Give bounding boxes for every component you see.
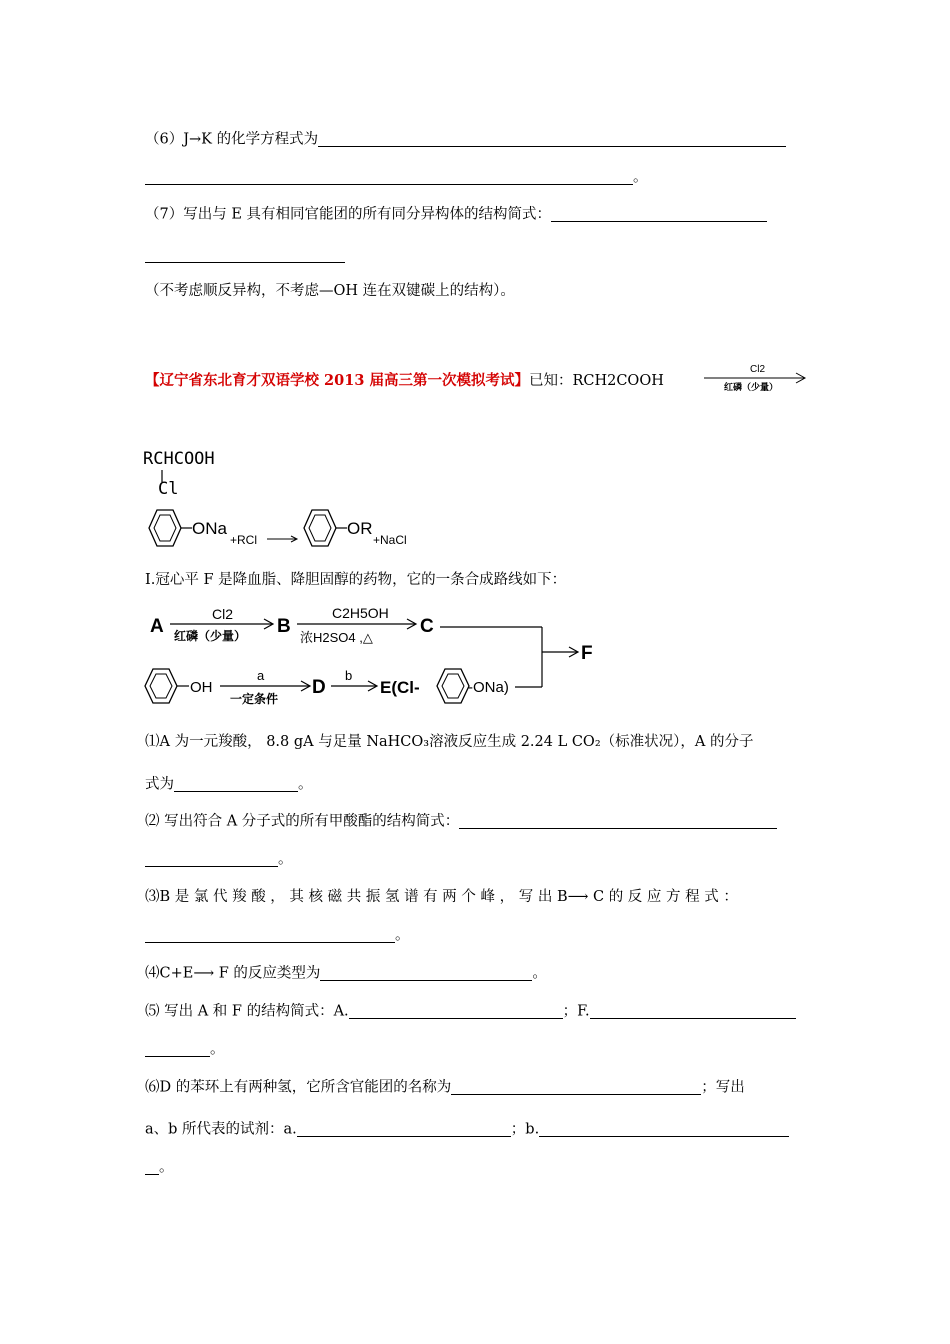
question-6: [145, 132, 786, 147]
part-2: [145, 814, 777, 829]
period: 。: [395, 927, 410, 944]
known-product-formula: RCHCOOH: [143, 449, 215, 469]
answer-blank[interactable]: [145, 170, 633, 185]
compound-b: B: [277, 616, 291, 637]
part-1-line2: [145, 777, 313, 792]
part-5: [145, 1004, 796, 1019]
part-6-mid: ；写出: [701, 1079, 745, 1096]
part-6: [145, 1080, 745, 1095]
answer-blank[interactable]: [145, 928, 395, 943]
question-7-note: （不考虑顺反异构，不考虑—OH 连在双键碳上的结构）。: [145, 283, 515, 299]
answer-blank[interactable]: [539, 1122, 789, 1137]
part-2-label: ⑵ 写出符合 A 分子式的所有甲酸酯的结构简式：: [145, 813, 460, 830]
period: 。: [278, 851, 293, 868]
part-5-f-label: ；F.: [562, 1003, 590, 1020]
part-4-label: ⑷C+E⟶ F 的反应类型为: [145, 965, 321, 982]
compound-c: C: [420, 616, 434, 637]
benzene-ring-icon: [304, 510, 336, 546]
bracket-open: 【: [145, 372, 160, 389]
part-5-line2: [145, 1042, 225, 1057]
compound-d: D: [312, 677, 326, 698]
answer-blank[interactable]: [145, 852, 278, 867]
part-4: [145, 966, 547, 981]
arrow-reagent: Cl2: [750, 364, 766, 375]
reagent-b: b: [345, 668, 353, 683]
phenyl-ether-label: OR: [347, 519, 373, 538]
question-6-line2: [145, 170, 648, 185]
period: 。: [298, 776, 313, 793]
answer-blank[interactable]: [451, 1080, 701, 1095]
chlorine-substituent: Cl: [158, 479, 179, 499]
period: 。: [532, 965, 547, 982]
part-6-reagent-a-label: a、b 所代表的试剂：a.: [145, 1121, 297, 1138]
arrow-condition: 红磷（少量）: [724, 382, 779, 392]
synthesis-scheme: [140, 600, 620, 715]
reagent-2-bottom: 浓H2SO4 ,△: [300, 630, 373, 645]
compound-f: F: [581, 643, 593, 664]
reagent-a-condition: 一定条件: [230, 692, 279, 706]
source-name: 辽宁省东北育才双语学校 2013 届高三第一次模拟考试: [159, 372, 515, 389]
benzene-ring-icon: [149, 510, 181, 546]
benzene-ring-icon: [437, 669, 469, 703]
part-6-line2: [145, 1122, 789, 1137]
question-7: [145, 207, 767, 222]
sodium-phenoxide-label: ONa: [192, 519, 227, 538]
question-6-label: （6）J→K 的化学方程式为: [145, 131, 319, 148]
source-line: [145, 374, 664, 389]
answer-blank[interactable]: [145, 262, 345, 263]
answer-blank[interactable]: [174, 777, 298, 792]
period: 。: [210, 1041, 225, 1058]
answer-blank[interactable]: [145, 1160, 159, 1175]
reagent-a: a: [257, 668, 265, 683]
part-5-label: ⑸ 写出 A 和 F 的结构简式：A.: [145, 1003, 349, 1020]
question-7-label: （7）写出与 E 具有相同官能团的所有同分异构体的结构简式：: [145, 206, 552, 223]
part-1-label: 式为: [145, 776, 174, 793]
compound-e-prefix: E(Cl-: [380, 678, 420, 697]
known-reaction-arrow: [700, 360, 815, 396]
answer-blank[interactable]: [551, 207, 767, 222]
compound-e-suffix: -ONa): [468, 679, 509, 696]
reagent-2-top: C2H5OH: [332, 605, 389, 621]
part-6-line3: [145, 1160, 174, 1175]
bracket-close: 】: [514, 372, 529, 389]
plus-alkyl-chloride: +RCl: [230, 533, 258, 547]
reagent-1-top: Cl2: [212, 606, 234, 622]
part-3-line2: [145, 928, 410, 943]
phenol-hydroxyl: OH: [190, 679, 213, 696]
part-2-line2: [145, 852, 293, 867]
known-reactant: 已知：RCH2COOH: [528, 373, 664, 389]
answer-blank[interactable]: [349, 1004, 563, 1019]
period: 。: [633, 169, 648, 186]
answer-blank[interactable]: [590, 1004, 796, 1019]
part-3: ⑶B 是 氯 代 羧 酸 ， 其 核 磁 共 振 氢 谱 有 两 个 峰 ， 写 出 B⟶ C 的 反 应 方 程 式 ：: [145, 889, 738, 905]
part-6-label: ⑹D 的苯环上有两种氢，它所含官能团的名称为: [145, 1079, 452, 1096]
answer-blank[interactable]: [459, 814, 777, 829]
benzene-ring-icon: [145, 669, 177, 703]
part-1-line1: ⑴A 为一元羧酸， 8.8 gA 与足量 NaHCO₃溶液反应生成 2.24 L CO₂（标准状况），A 的分子: [145, 734, 754, 750]
answer-blank[interactable]: [318, 132, 786, 147]
compound-a: A: [150, 616, 164, 637]
synthesis-intro: I.冠心平 F 是降血脂、降胆固醇的药物，它的一条合成路线如下：: [145, 572, 567, 588]
known-reaction-2: [140, 505, 470, 555]
answer-blank[interactable]: [320, 966, 532, 981]
reagent-1-bottom: 红磷（少量）: [174, 629, 247, 643]
answer-blank[interactable]: [297, 1122, 511, 1137]
plus-sodium-chloride: +NaCl: [373, 533, 407, 547]
answer-blank[interactable]: [145, 1042, 210, 1057]
period: 。: [159, 1159, 174, 1176]
part-6-reagent-b-label: ；b.: [510, 1121, 540, 1138]
